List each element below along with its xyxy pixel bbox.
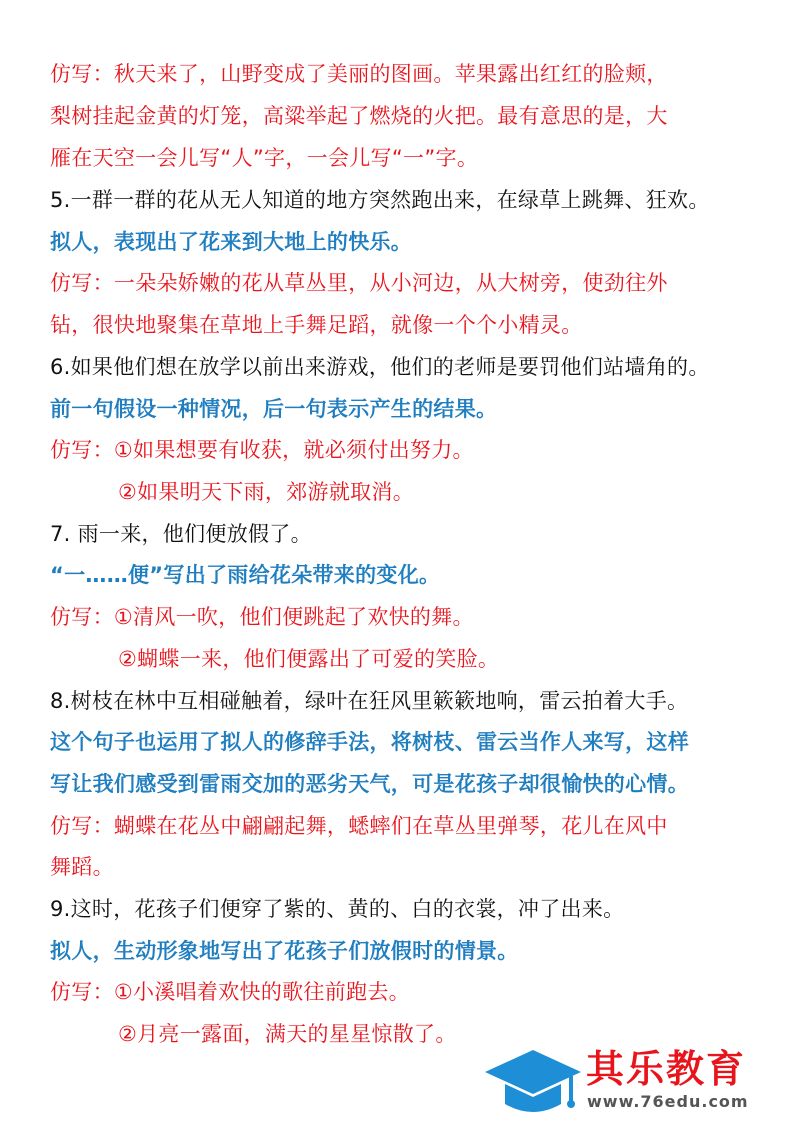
imitation-6-item-1: 仿写：①如果想要有收获，就必须付出努力。 (50, 438, 474, 462)
sentence-9: 9.这时，花孩子们便穿了紫的、黄的、白的衣裳，冲了出来。 (50, 897, 625, 921)
brand-name: 其乐教育 (586, 1047, 747, 1091)
imitation-autumn-line-2: 梨树挂起金黄的灯笼，高粱举起了燃烧的火把。最有意思的是，大 (50, 104, 668, 128)
imitation-9-item-1: 仿写：①小溪唱着欢快的歌往前跑去。 (50, 980, 410, 1004)
sentence-6: 6.如果他们想在放学以前出来游戏，他们的老师是要罚他们站墙角的。 (50, 355, 710, 379)
brand-url: www.76edu.com (587, 1092, 749, 1111)
imitation-5-line-1: 仿写：一朵朵娇嫩的花从草丛里，从小河边，从大树旁，使劲往外 (50, 271, 668, 295)
analysis-8-line-1: 这个句子也运用了拟人的修辞手法，将树枝、雷云当作人来写，这样 (50, 730, 689, 754)
imitation-7-item-2: ②蝴蝶一来，他们便露出了可爱的笑脸。 (118, 647, 500, 671)
imitation-6-item-2: ②如果明天下雨，郊游就取消。 (118, 480, 415, 504)
imitation-autumn-line-3: 雁在天空一会儿写“人”字，一会儿写“一”字。 (50, 146, 479, 170)
analysis-8-line-2: 写让我们感受到雷雨交加的恶劣天气，可是花孩子却很愉快的心情。 (50, 772, 689, 796)
graduation-cap-icon (483, 1046, 583, 1120)
imitation-5-line-2: 钻，很快地聚集在草地上手舞足蹈，就像一个个小精灵。 (50, 313, 583, 337)
imitation-8-line-2: 舞蹈。 (50, 855, 114, 879)
imitation-7-item-1: 仿写：①清风一吹，他们便跳起了欢快的舞。 (50, 605, 474, 629)
analysis-9: 拟人，生动形象地写出了花孩子们放假时的情景。 (50, 939, 519, 963)
imitation-autumn-line-1: 仿写：秋天来了，山野变成了美丽的图画。苹果露出红红的脸颊， (50, 62, 668, 86)
analysis-7: “一……便”写出了雨给花朵带来的变化。 (50, 563, 441, 587)
sentence-5: 5.一群一群的花从无人知道的地方突然跑出来，在绿草上跳舞、狂欢。 (50, 188, 710, 212)
sentence-8: 8.树枝在林中互相碰触着，绿叶在狂风里簌簌地响，雷云拍着大手。 (50, 689, 689, 713)
analysis-5: 拟人，表现出了花来到大地上的快乐。 (50, 230, 413, 254)
imitation-9-item-2: ②月亮一露面，满天的星星惊散了。 (118, 1022, 457, 1046)
sentence-7: 7. 雨一来，他们便放假了。 (50, 522, 312, 546)
analysis-6: 前一句假设一种情况，后一句表示产生的结果。 (50, 397, 498, 421)
imitation-8-line-1: 仿写：蝴蝶在花丛中翩翩起舞，蟋蟀们在草丛里弹琴，花儿在风中 (50, 814, 668, 838)
brand-logo (483, 1046, 783, 1122)
